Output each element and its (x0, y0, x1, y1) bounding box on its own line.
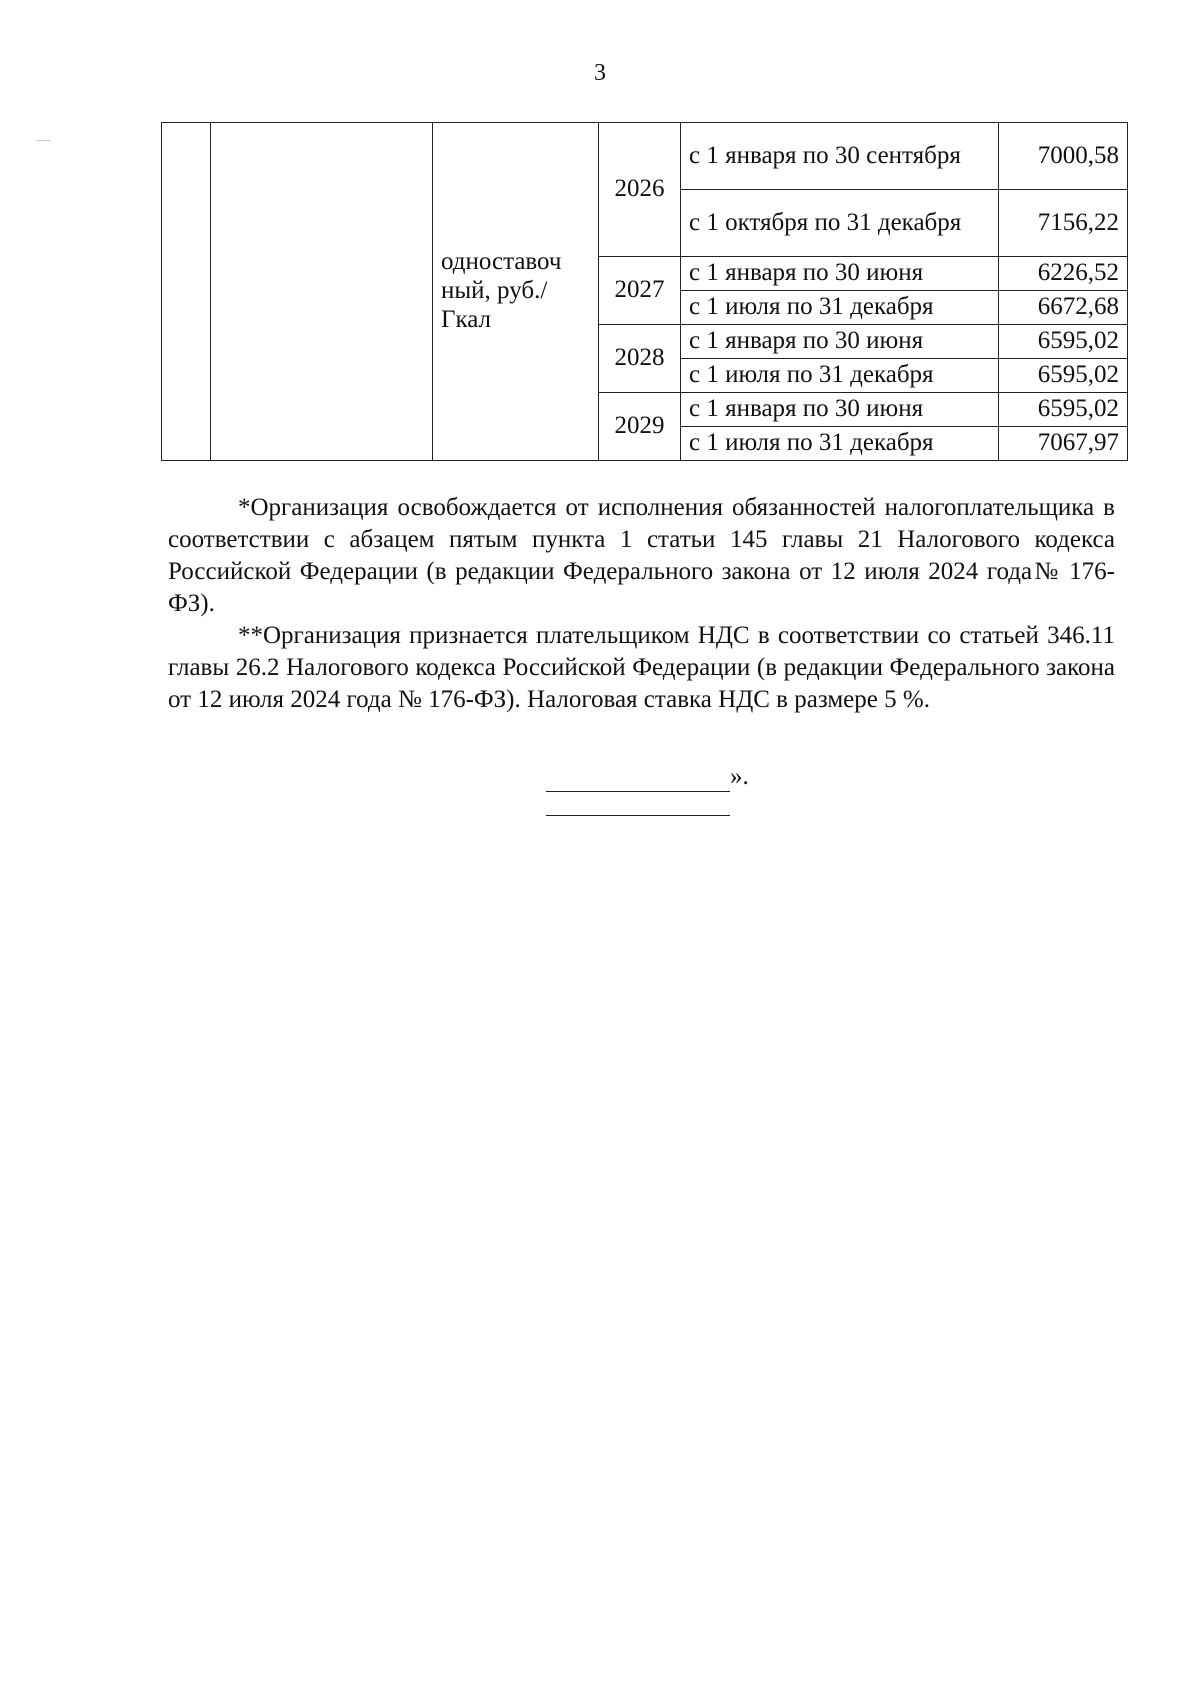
period-cell: с 1 января по 30 июня (681, 257, 999, 291)
page-number: 3 (594, 60, 606, 86)
value-cell: 7067,97 (999, 427, 1128, 461)
rate-type-cell: одноставоч ный, руб./Гкал (433, 123, 599, 461)
value-cell: 6226,52 (999, 257, 1128, 291)
period-cell: с 1 января по 30 сентября (681, 123, 999, 190)
closing-rule (546, 767, 730, 792)
table-cell-empty-1 (162, 123, 211, 461)
end-rule (546, 815, 730, 816)
period-cell: с 1 июля по 31 декабря (681, 427, 999, 461)
value-cell: 6672,68 (999, 291, 1128, 325)
year-cell: 2029 (599, 393, 681, 461)
period-cell: с 1 октября по 31 декабря (681, 190, 999, 257)
table-cell-empty-2 (211, 123, 433, 461)
closing-quote: ». (730, 763, 749, 790)
footnote-vat-payer: **Организация признается плательщиком НДС в соответствии со статьей 346.11 главы 26.2 Налогового кодекса Российской Федерации (в редакции Федерального закона от 12 июля 2024 года № 176-ФЗ). Налоговая ставка НДС в размере 5 %. (168, 622, 1115, 713)
value-cell: 7000,58 (999, 123, 1128, 190)
year-cell: 2027 (599, 257, 681, 325)
value-cell: 6595,02 (999, 325, 1128, 359)
value-cell: 7156,22 (999, 190, 1128, 257)
table-row (162, 123, 1128, 190)
scan-mark (36, 140, 50, 141)
period-cell: с 1 января по 30 июня (681, 325, 999, 359)
value-cell: 6595,02 (999, 393, 1128, 427)
year-cell: 2028 (599, 325, 681, 393)
closing-line (546, 762, 749, 792)
footnote-vat-exemption: *Организация освобождается от исполнения обязанностей налогоплательщика в соответствии с абзацем пятым пункта 1 статьи 145 главы 21 Налогового кодекса Российской Федерации (в редакции Федерального закона от 12 июля 2024 года№ 176-ФЗ). (168, 494, 1115, 617)
period-cell: с 1 января по 30 июня (681, 393, 999, 427)
value-cell: 6595,02 (999, 359, 1128, 393)
period-cell: с 1 июля по 31 декабря (681, 291, 999, 325)
footnotes (168, 492, 1115, 716)
year-cell: 2026 (599, 123, 681, 257)
period-cell: с 1 июля по 31 декабря (681, 359, 999, 393)
tariff-table (161, 122, 1128, 461)
